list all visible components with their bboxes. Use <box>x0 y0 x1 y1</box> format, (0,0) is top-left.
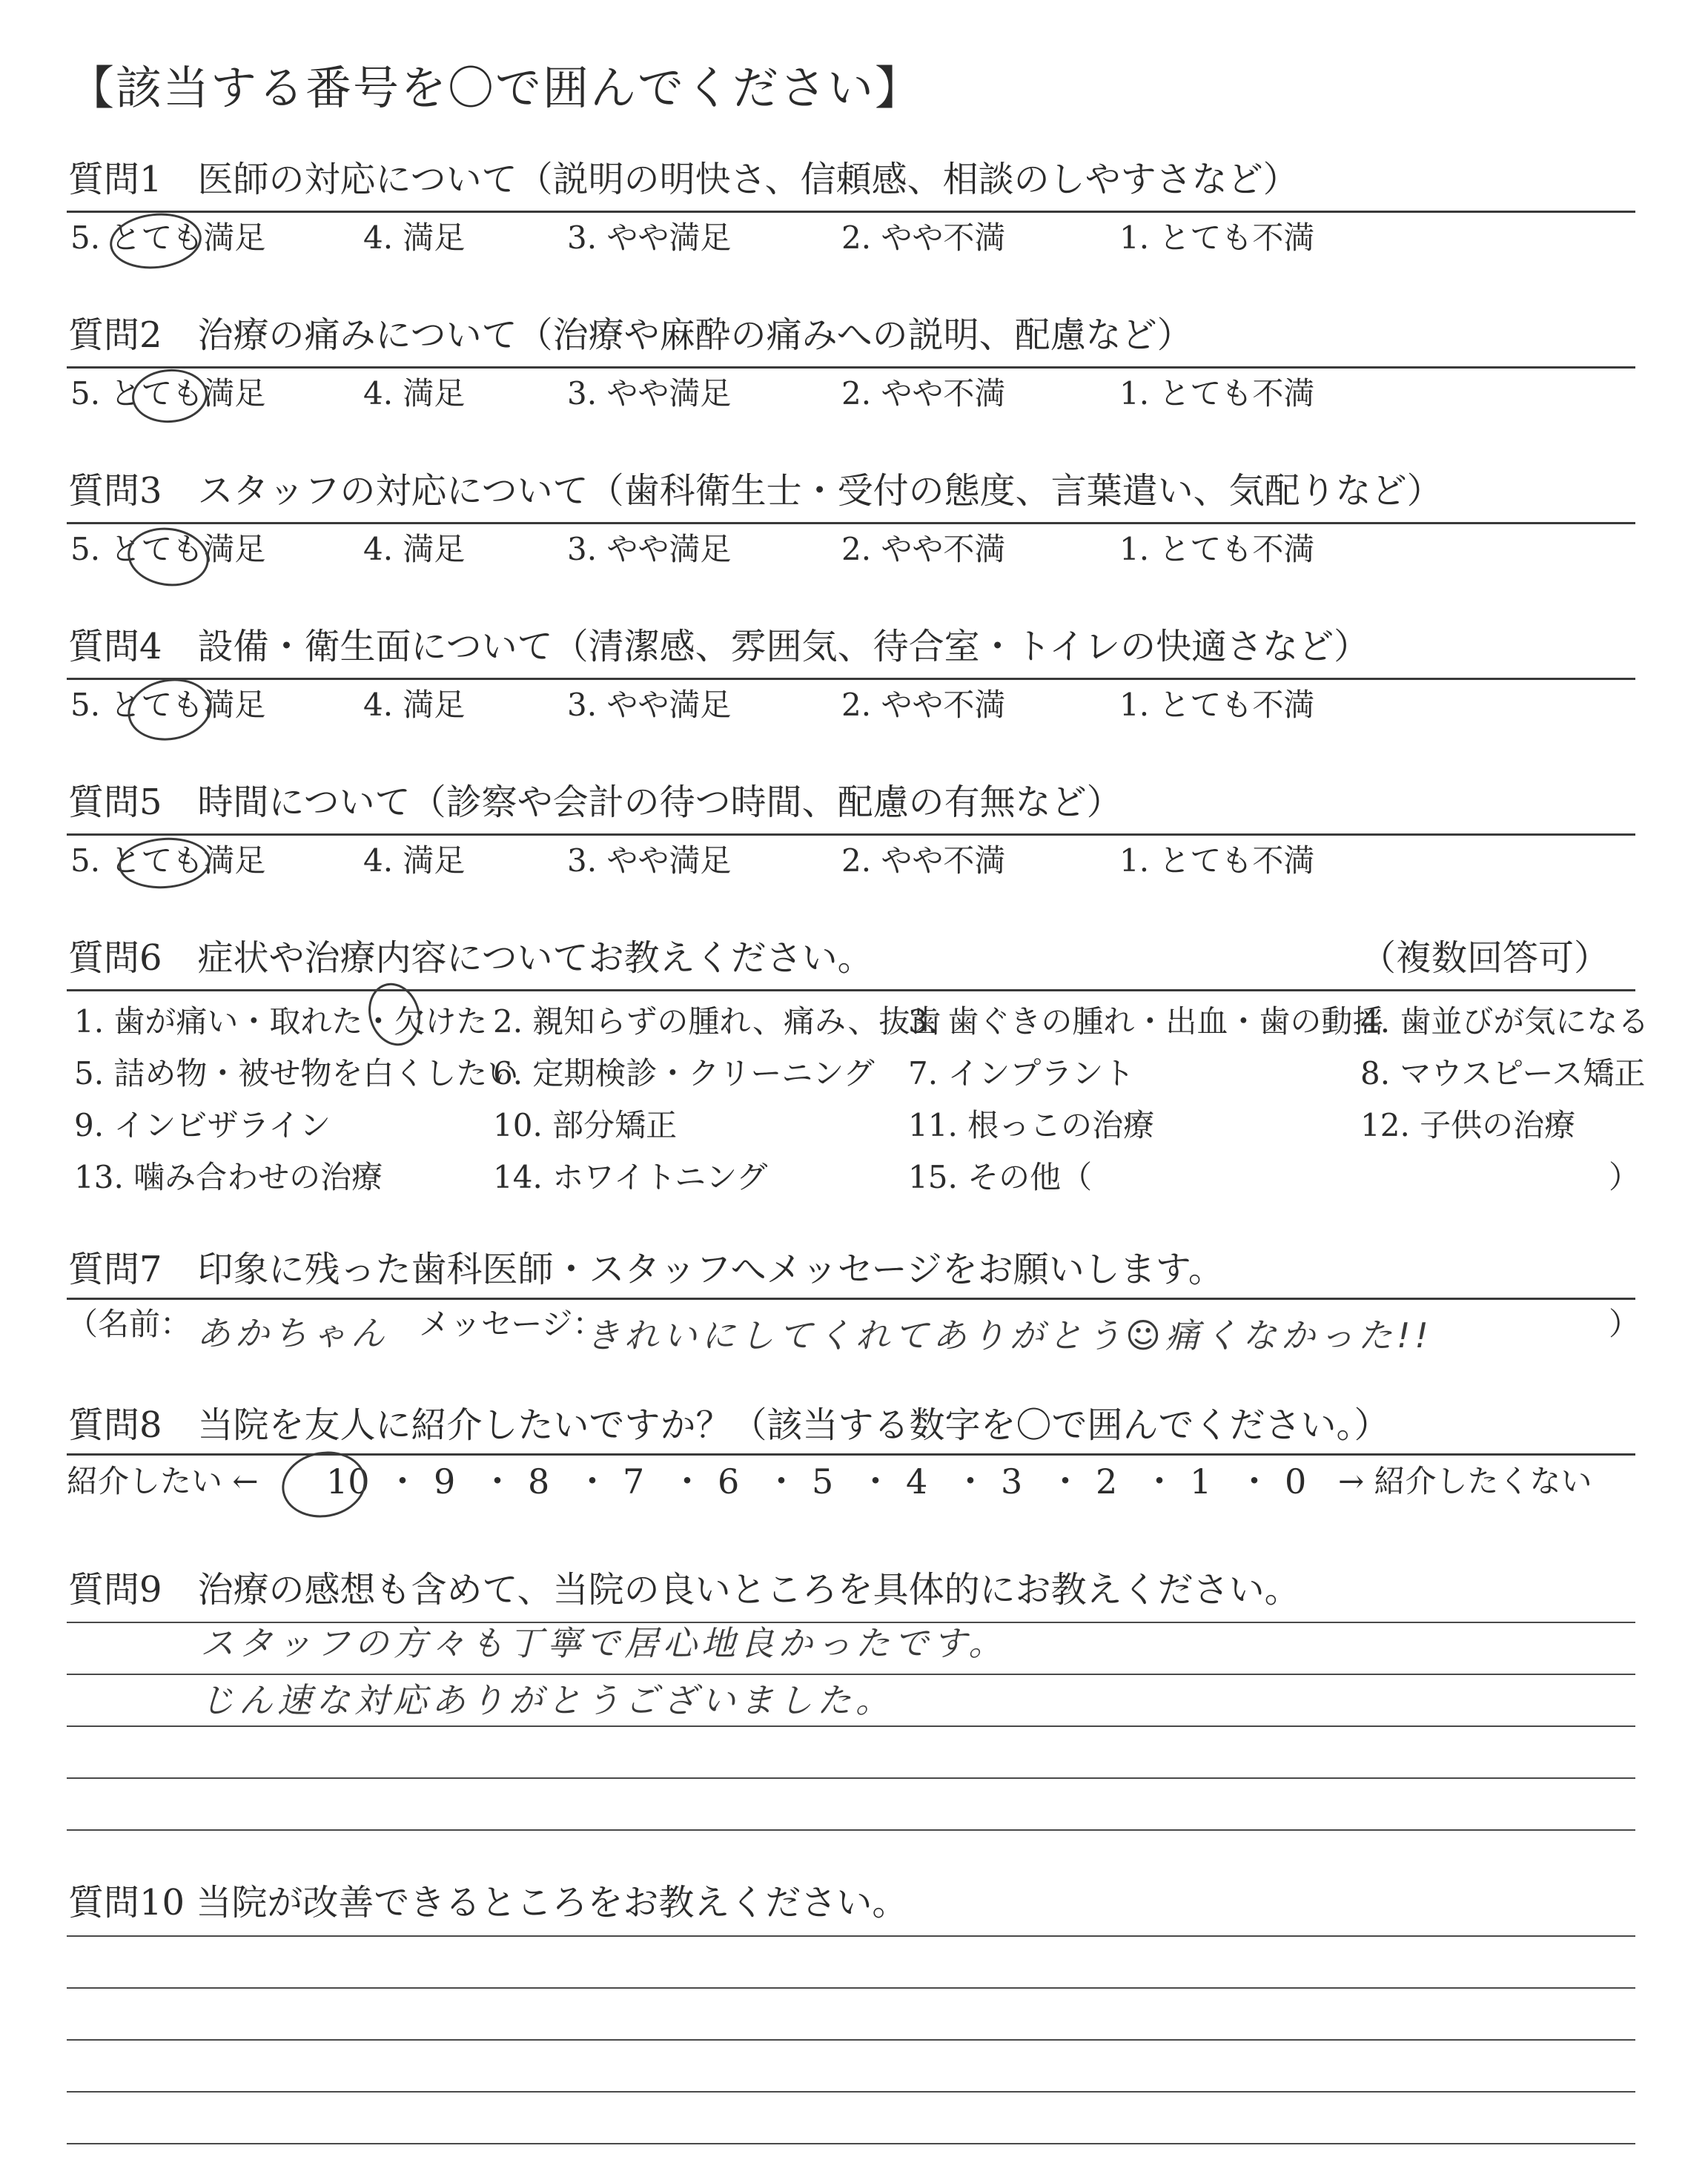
q6-item-3[interactable]: 3. 歯ぐきの腫れ・出血・歯の動揺 <box>908 1003 1384 1040</box>
q2-option-1[interactable]: 1. とても不満 <box>1119 375 1315 412</box>
q8-scale-4[interactable]: 4 <box>906 1462 928 1502</box>
q8-scale-separator-10: ・ <box>1237 1462 1271 1502</box>
question-4-title: 質問4 設備・衛生面について（清潔感、雰囲気、待合室・トイレの快適さなど） <box>68 626 1370 667</box>
q8-scale-6[interactable]: 6 <box>718 1462 740 1502</box>
q4-option-5[interactable]: 5. とても満足 <box>70 687 266 723</box>
q6-other-close: ） <box>1609 1159 1641 1195</box>
q6-item-2[interactable]: 2. 親知らずの腫れ、痛み、抜歯 <box>493 1003 941 1040</box>
q5-option-4[interactable]: 4. 満足 <box>363 842 466 879</box>
q9-line-4 <box>67 1777 1635 1779</box>
q6-item-4[interactable]: 4. 歯並びが気になる <box>1360 1003 1649 1040</box>
q6-item-11[interactable]: 11. 根っこの治療 <box>908 1107 1155 1143</box>
q6-item-10[interactable]: 10. 部分矯正 <box>493 1107 678 1143</box>
q8-right-label: → 紹介したくない <box>1338 1463 1592 1499</box>
q5-option-3[interactable]: 3. やや満足 <box>567 842 732 879</box>
question-7-title: 質問7 印象に残った歯科医師・スタッフへメッセージをお願いします。 <box>68 1249 1224 1290</box>
question-6-title: 質問6 症状や治療内容についてお教えください。 <box>68 937 873 979</box>
q10-line-3 <box>67 2039 1635 2041</box>
q2-option-2[interactable]: 2. やや不満 <box>841 375 1006 412</box>
q1-option-1[interactable]: 1. とても不満 <box>1119 219 1315 256</box>
question-5-title: 質問5 時間について（診察や会計の待つ時間、配慮の有無など） <box>68 782 1122 823</box>
q8-scale-5[interactable]: 5 <box>812 1462 834 1502</box>
q4-option-4[interactable]: 4. 満足 <box>363 687 466 723</box>
q6-item-14[interactable]: 14. ホワイトニング <box>493 1159 768 1195</box>
q6-item-9[interactable]: 9. インビザライン <box>74 1107 331 1143</box>
q6-item-12[interactable]: 12. 子供の治療 <box>1360 1107 1576 1143</box>
q7-name-value[interactable]: あかちゃん <box>196 1313 389 1353</box>
q8-scale-separator-5: ・ <box>764 1462 798 1502</box>
q3-option-5[interactable]: 5. とても満足 <box>70 531 266 567</box>
form-header: 【該当する番号を〇で囲んでください】 <box>68 61 923 115</box>
question-6-divider <box>67 989 1635 991</box>
question-2-title: 質問2 治療の痛みについて（治療や麻酔の痛みへの説明、配慮など） <box>68 314 1193 356</box>
q2-option-5[interactable]: 5. とても満足 <box>70 375 266 412</box>
q4-option-1[interactable]: 1. とても不満 <box>1119 687 1315 723</box>
q3-option-1[interactable]: 1. とても不満 <box>1119 531 1315 567</box>
q8-scale-8[interactable]: 8 <box>528 1462 550 1502</box>
q4-option-3[interactable]: 3. やや満足 <box>567 687 732 723</box>
question-5-divider <box>67 833 1635 836</box>
q2-option-3[interactable]: 3. やや満足 <box>567 375 732 412</box>
q8-scale-2[interactable]: 2 <box>1096 1462 1118 1502</box>
q8-scale-separator-8: ・ <box>1048 1462 1082 1502</box>
question-8-title: 質問8 当院を友人に紹介したいですか？（該当する数字を〇で囲んでください。） <box>68 1404 1390 1446</box>
question-2-divider <box>67 366 1635 369</box>
q2-option-4[interactable]: 4. 満足 <box>363 375 466 412</box>
q1-option-5[interactable]: 5. とても満足 <box>70 219 266 256</box>
question-6-note: （複数回答可） <box>1360 937 1610 979</box>
q6-item-1[interactable]: 1. 歯が痛い・取れた・欠けた <box>74 1003 488 1040</box>
q7-close: ） <box>1609 1306 1641 1342</box>
question-10-title: 質問10 当院が改善できるところをお教えください。 <box>68 1882 908 1923</box>
q8-left-label: 紹介したい ← <box>67 1463 259 1499</box>
q8-scale-10[interactable]: 10 <box>326 1462 370 1502</box>
q9-answer-line-1[interactable]: スタッフの方々も丁寧で居心地良かったです。 <box>200 1623 1007 1663</box>
q8-scale-9[interactable]: 9 <box>434 1462 456 1502</box>
q3-option-4[interactable]: 4. 満足 <box>363 531 466 567</box>
q7-message-label: メッセージ： <box>419 1306 604 1342</box>
q1-option-3[interactable]: 3. やや満足 <box>567 219 732 256</box>
q4-option-2[interactable]: 2. やや不満 <box>841 687 1006 723</box>
q5-option-1[interactable]: 1. とても不満 <box>1119 842 1315 879</box>
q3-option-2[interactable]: 2. やや不満 <box>841 531 1006 567</box>
q10-line-1 <box>67 1935 1635 1937</box>
question-8-divider <box>67 1453 1635 1456</box>
q8-scale-0[interactable]: 0 <box>1285 1462 1307 1502</box>
q1-option-4[interactable]: 4. 満足 <box>363 219 466 256</box>
q6-item-6[interactable]: 6. 定期検診・クリーニング <box>493 1055 875 1091</box>
question-1-title: 質問1 医師の対応について（説明の明快さ、信頼感、相談のしやすさなど） <box>68 159 1299 200</box>
q8-scale-separator-1: ・ <box>385 1462 420 1502</box>
question-1-divider <box>67 211 1635 213</box>
q10-line-5 <box>67 2143 1635 2144</box>
question-3-title: 質問3 スタッフの対応について（歯科衛生士・受付の態度、言葉遣い、気配りなど） <box>68 470 1443 512</box>
question-9-title: 質問9 治療の感想も含めて、当院の良いところを具体的にお教えください。 <box>68 1569 1300 1611</box>
q8-selection-circle <box>277 1445 371 1524</box>
q1-option-2[interactable]: 2. やや不満 <box>841 219 1006 256</box>
q1-selection-circle <box>107 209 204 274</box>
question-4-divider <box>67 678 1635 680</box>
q6-item-15[interactable]: 15. その他（ <box>908 1159 1093 1195</box>
q8-scale-separator-4: ・ <box>670 1462 704 1502</box>
q8-scale-separator-2: ・ <box>480 1462 514 1502</box>
q6-selection-circle <box>360 977 428 1053</box>
q7-message-value[interactable]: きれいにしてくれてありがとう☺痛くなかった!! <box>586 1315 1433 1355</box>
question-7-divider <box>67 1298 1635 1300</box>
q9-line-2 <box>67 1674 1635 1675</box>
question-3-divider <box>67 522 1635 524</box>
q6-item-7[interactable]: 7. インプラント <box>908 1055 1135 1091</box>
q10-line-2 <box>67 1987 1635 1989</box>
q9-line-3 <box>67 1725 1635 1727</box>
q9-answer-line-2[interactable]: じん速な対応ありがとうございました。 <box>200 1680 894 1720</box>
q8-scale-separator-7: ・ <box>953 1462 987 1502</box>
q8-scale-separator-3: ・ <box>575 1462 609 1502</box>
q5-option-2[interactable]: 2. やや不満 <box>841 842 1006 879</box>
q8-scale-separator-6: ・ <box>858 1462 893 1502</box>
q6-item-13[interactable]: 13. 噛み合わせの治療 <box>74 1159 383 1195</box>
q4-selection-circle <box>123 673 217 747</box>
q7-name-label: （名前： <box>67 1306 192 1342</box>
q3-option-3[interactable]: 3. やや満足 <box>567 531 732 567</box>
q9-line-5 <box>67 1829 1635 1831</box>
q8-scale-separator-9: ・ <box>1142 1462 1176 1502</box>
q6-item-5[interactable]: 5. 詰め物・被せ物を白くしたい <box>74 1055 519 1091</box>
q10-line-4 <box>67 2091 1635 2093</box>
q8-scale-3[interactable]: 3 <box>1001 1462 1023 1502</box>
q5-option-5[interactable]: 5. とても満足 <box>70 842 266 879</box>
q6-item-8[interactable]: 8. マウスピース矯正 <box>1360 1055 1646 1091</box>
q8-scale-7[interactable]: 7 <box>623 1462 645 1502</box>
q8-scale-1[interactable]: 1 <box>1190 1462 1212 1502</box>
